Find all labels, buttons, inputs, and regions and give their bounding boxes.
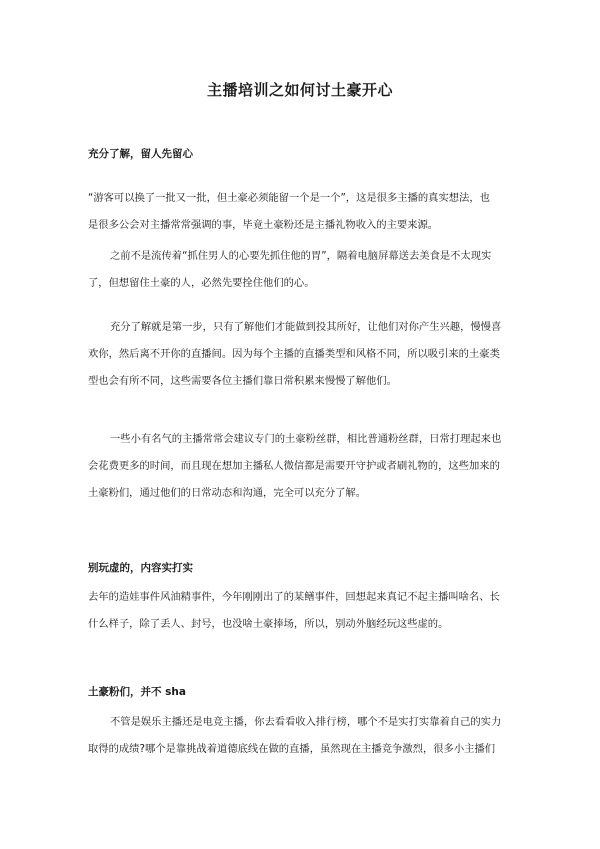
paragraph-line: 什么样子，除了丢人、封号，也没啥土豪捧场，所以，别动外脑经玩这些虚的。 — [88, 618, 449, 630]
paragraph-line: “游客可以换了一批又一批，但土豪必须能留一个是一个”，这是很多主播的真实想法，也 — [88, 192, 490, 204]
paragraph-line: 土豪粉们，通过他们的日常动态和沟通，完全可以充分了解。 — [88, 487, 367, 499]
section-heading: 别玩虚的，内容实打实 — [88, 562, 193, 574]
document-title: 主播培训之如何讨土豪开心 — [206, 81, 393, 99]
paragraph-line: 型也会有所不同，这些需要各位主播们靠日常积累来慢慢了解他们。 — [88, 375, 397, 387]
paragraph-line: 了，但想留住土豪的人，必然先要拴住他们的心。 — [88, 277, 315, 289]
paragraph — [88, 314, 516, 395]
section-heading: 充分了解，留人先留心 — [88, 148, 193, 160]
paragraph-line: 不管是娱乐主播还是电竞主播，你去看看收入排行榜，哪个不是实打实靠着自己的实力 — [110, 716, 502, 728]
paragraph — [88, 185, 516, 239]
paragraph-line: 去年的造娃事件风油精事件，今年刚刚出了的某鳝事件，回想起来真记不起主播叫啥名、长 — [88, 591, 500, 603]
paragraph — [88, 243, 516, 297]
paragraph-line: 充分了解就是第一步，只有了解他们才能做到投其所好，让他们对你产生兴趣，慢慢喜 — [110, 321, 502, 333]
paragraph-line: 是很多公会对主播常常强调的事，毕竟土豪粉还是主播礼物收入的主要来源。 — [88, 219, 439, 231]
paragraph-line: 会花费更多的时间，而且现在想加主播私人微信都是需要开守护或者刷礼物的，这些加来的 — [88, 460, 500, 472]
paragraph-line: 一些小有名气的主播常常会建议专门的土豪粉丝群，相比普通粉丝群，日常打理起来也 — [110, 433, 502, 445]
paragraph — [88, 426, 516, 507]
section-heading: 土豪粉们，并不 sha — [88, 686, 186, 698]
paragraph-line: 之前不是流传着“抓住男人的心要先抓住他的胃”，隔着电脑屏幕送去美食是不太现实 — [110, 250, 492, 262]
paragraph — [88, 584, 516, 638]
paragraph-line: 欢你，然后离不开你的直播间。因为每个主播的直播类型和风格不同，所以吸引来的土豪类 — [88, 348, 500, 360]
paragraph — [88, 709, 516, 763]
paragraph-line: 取得的成绩?哪个是靠挑战着道德底线在做的直播，虽然现在主播竞争激烈，很多小主播们 — [88, 743, 496, 755]
